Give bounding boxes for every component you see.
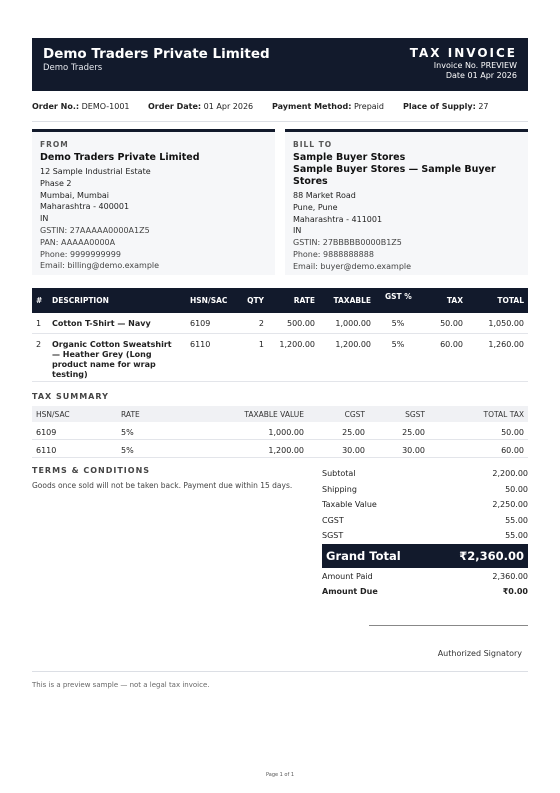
- amount-paid-label: Amount Paid: [322, 572, 373, 581]
- place-of-supply: [403, 102, 489, 111]
- cgst-label: CGST: [322, 516, 344, 525]
- invoice-number: Invoice No. PREVIEW: [433, 61, 517, 70]
- amount-paid-row: [322, 572, 528, 584]
- company-name: Demo Traders Private Limited: [43, 46, 270, 62]
- amount-due-value: ₹0.00: [502, 587, 528, 596]
- table-row: [32, 424, 528, 440]
- buyer-legal-name: Sample Buyer Stores — Sample Buyer Stores: [293, 164, 496, 187]
- buyer-state: Maharashtra - 411001: [293, 214, 383, 224]
- col-hsn: HSN/SAC: [190, 296, 228, 305]
- table-row: [32, 442, 528, 458]
- seller-state: Maharashtra - 400001: [40, 202, 130, 212]
- bill-to-panel: [285, 129, 528, 275]
- items-table: [32, 288, 528, 382]
- footer-divider: [32, 671, 528, 672]
- seller-phone: Phone: 9999999999: [40, 249, 121, 259]
- buyer-name: Sample Buyer Stores: [293, 152, 406, 163]
- document-title: TAX INVOICE: [409, 46, 517, 60]
- invoice-header: [32, 38, 528, 91]
- cell-sgst: 25.00: [402, 428, 425, 437]
- cell-total: 1,260.00: [488, 340, 524, 349]
- col-taxable: TAXABLE: [333, 296, 371, 305]
- cell-total-tax: 50.00: [501, 428, 524, 437]
- tax-summary-header: [32, 406, 528, 422]
- place-of-supply-value: 27: [478, 102, 489, 111]
- seller-country: IN: [40, 214, 49, 224]
- col-tax: TAX: [446, 296, 463, 305]
- payment-method: [272, 102, 384, 111]
- seller-email: Email: billing@demo.example: [40, 261, 160, 271]
- trade-name: Demo Traders: [43, 63, 103, 73]
- col-number: #: [36, 296, 43, 305]
- cell-description: Cotton T-Shirt — Navy: [52, 319, 151, 328]
- order-number: [32, 102, 130, 111]
- cell-gst: 5%: [391, 319, 405, 328]
- order-date: [148, 102, 253, 111]
- cell-description: Organic Cotton Sweatshirt — Heather Grey (Long product name for wrap testing): [52, 340, 172, 379]
- cell-rate: 1,200.00: [279, 340, 315, 349]
- seller-pan: PAN: AAAAA0000A: [40, 237, 116, 247]
- cell-sgst: 30.00: [402, 446, 425, 455]
- buyer-address-line: 88 Market Road: [293, 191, 356, 200]
- cell-hsn: 6110: [36, 446, 57, 455]
- amount-due-label: Amount Due: [322, 587, 378, 596]
- terms-text: Goods once sold will not be taken back. Payment due within 15 days.: [32, 481, 293, 490]
- cell-taxable: 1,200.00: [335, 340, 371, 349]
- cell-tax: 60.00: [440, 340, 463, 349]
- cell-taxable: 1,000.00: [335, 319, 371, 328]
- cell-rate: 5%: [121, 446, 134, 455]
- buyer-phone: Phone: 9888888888: [293, 249, 374, 259]
- sgst-label: SGST: [322, 531, 344, 540]
- cell-cgst: 30.00: [342, 446, 365, 455]
- table-row: [32, 313, 528, 334]
- shipping-value: 50.00: [505, 485, 528, 494]
- seller-address-line: Phase 2: [40, 178, 72, 188]
- cgst-value: 55.00: [505, 516, 528, 525]
- grand-total-value: ₹2,360.00: [459, 549, 524, 563]
- order-date-label: Order Date:: [148, 102, 202, 111]
- subtotal-row: [322, 469, 528, 481]
- cell-hsn: 6109: [36, 428, 57, 437]
- payment-method-value: Prepaid: [353, 102, 384, 111]
- shipping-row: [322, 485, 528, 497]
- cell-qty: 2: [258, 319, 264, 328]
- payment-method-label: Payment Method:: [272, 102, 352, 111]
- from-label: FROM: [40, 140, 69, 149]
- cell-gst: 5%: [391, 340, 405, 349]
- sgst-row: [322, 531, 528, 543]
- taxable-value-label: Taxable Value: [322, 500, 377, 509]
- buyer-city: Pune, Pune: [293, 202, 338, 212]
- sgst-value: 55.00: [505, 531, 528, 540]
- col-gst: GST %: [385, 292, 412, 301]
- cell-hsn: 6109: [190, 319, 211, 328]
- cell-number: 2: [36, 340, 42, 349]
- items-table-header: [32, 288, 528, 313]
- cell-total: 1,050.00: [488, 319, 524, 328]
- cell-qty: 1: [258, 340, 264, 349]
- from-panel: [32, 129, 275, 275]
- col-sgst: SGST: [405, 410, 425, 419]
- col-cgst: CGST: [344, 410, 365, 419]
- cell-total-tax: 60.00: [501, 446, 524, 455]
- buyer-country: IN: [293, 226, 302, 236]
- divider: [32, 121, 528, 122]
- authorized-signatory: Authorized Signatory: [437, 649, 522, 658]
- col-description: DESCRIPTION: [52, 296, 109, 305]
- order-number-label: Order No.:: [32, 102, 80, 111]
- buyer-email: Email: buyer@demo.example: [293, 261, 412, 271]
- taxable-value-row: [322, 500, 528, 512]
- amount-due-row: [322, 587, 528, 599]
- col-rate: RATE: [293, 296, 315, 305]
- shipping-label: Shipping: [322, 485, 357, 494]
- amount-paid-value: 2,360.00: [492, 572, 528, 581]
- col-rate: RATE: [121, 410, 140, 419]
- col-total: TOTAL: [497, 296, 524, 305]
- grand-total-row: [322, 544, 528, 568]
- cell-tax: 50.00: [440, 319, 463, 328]
- cell-number: 1: [36, 319, 42, 328]
- footer-note: This is a preview sample — not a legal tax invoice.: [32, 681, 210, 689]
- cell-taxable-value: 1,200.00: [268, 446, 304, 455]
- terms-title: TERMS & CONDITIONS: [32, 466, 151, 475]
- cell-rate: 500.00: [287, 319, 315, 328]
- col-qty: QTY: [247, 296, 264, 305]
- cgst-row: [322, 516, 528, 528]
- col-hsn: HSN/SAC: [36, 410, 70, 419]
- seller-address-line: 12 Sample Industrial Estate: [40, 167, 151, 176]
- grand-total-label: Grand Total: [326, 549, 401, 563]
- seller-name: Demo Traders Private Limited: [40, 152, 200, 163]
- cell-rate: 5%: [121, 428, 134, 437]
- taxable-value-value: 2,250.00: [492, 500, 528, 509]
- cell-taxable-value: 1,000.00: [268, 428, 304, 437]
- cell-hsn: 6110: [190, 340, 211, 349]
- col-total-tax: TOTAL TAX: [483, 410, 524, 419]
- seller-city: Mumbai, Mumbai: [40, 190, 110, 200]
- page-number: Page 1 of 1: [265, 772, 295, 778]
- buyer-gstin: GSTIN: 27BBBBB0000B1Z5: [293, 238, 402, 248]
- subtotal-label: Subtotal: [322, 469, 356, 478]
- tax-summary-table: [32, 406, 528, 458]
- cell-cgst: 25.00: [342, 428, 365, 437]
- place-of-supply-label: Place of Supply:: [403, 102, 476, 111]
- col-taxable-value: TAXABLE VALUE: [244, 410, 304, 419]
- order-number-value: DEMO-1001: [81, 102, 130, 111]
- bill-to-label: BILL TO: [293, 140, 333, 149]
- table-row: [32, 334, 528, 382]
- subtotal-value: 2,200.00: [492, 469, 528, 478]
- order-date-value: 01 Apr 2026: [203, 102, 254, 111]
- tax-summary-title: TAX SUMMARY: [32, 392, 109, 401]
- invoice-date: Date 01 Apr 2026: [445, 71, 517, 80]
- signature-line: [369, 625, 528, 626]
- seller-gstin: GSTIN: 27AAAAA0000A1Z5: [40, 225, 150, 235]
